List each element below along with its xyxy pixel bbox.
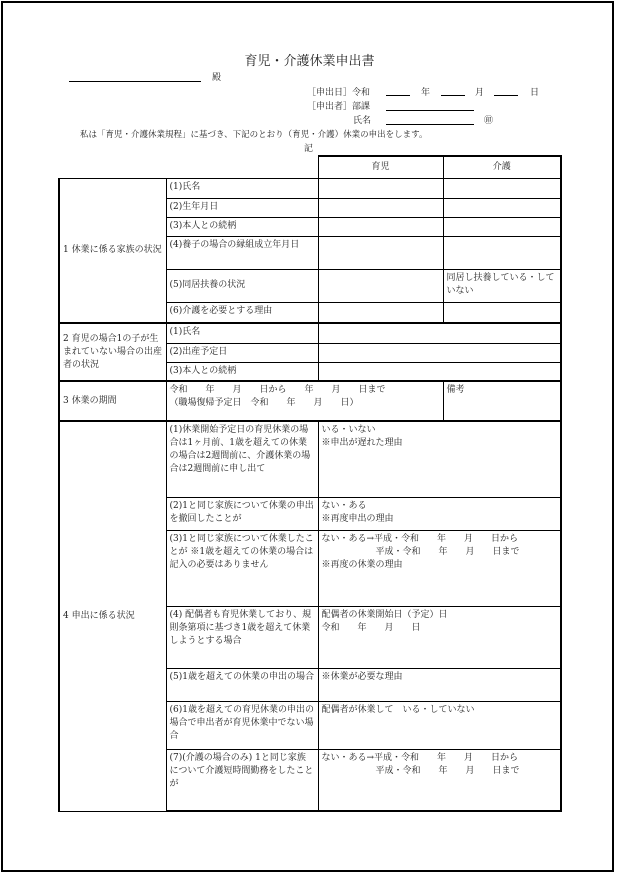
column-childcare: 育児 [318,156,443,178]
name-blank[interactable] [386,124,474,125]
sec4-answer[interactable] [318,668,561,701]
sec2-row: (1)氏名 [166,323,318,343]
addressee-suffix: 殿 [212,73,222,83]
sec4-answer-line: ※休業が必要な理由 [321,671,403,682]
sec1-nursing-cell[interactable] [443,198,561,217]
sec4-label: 4 申出に係る状況 [59,421,166,811]
sec1-row: (3)本人との続柄 [166,217,318,236]
sec4-answer-line[interactable]: 令和 年 月 日 [321,622,421,633]
sec4-answer[interactable] [318,530,561,606]
document-title: 育児・介護休業申出書 [244,54,375,69]
year-blank[interactable] [386,95,410,96]
day-blank[interactable] [494,95,518,96]
sec1-row: (6)介護を必要とする理由 [166,302,318,323]
sec1-label: 1 休業に係る家族の状況 [59,178,166,323]
sec4-question: (6)1歳を超えての育児休業の申出の場合で申出者が育児休業中でない場合 [166,701,318,749]
sec2-value-cell[interactable] [318,362,561,381]
sec4-question: (1)休業開始予定日の育児休業の場合は1ヶ月前、1歳を超えての休業の場合は2週間前に、介護休業の場合は2週間前に申し出て [166,421,318,497]
sec1-nursing-cell[interactable] [443,236,561,269]
sec4-answer-line: ※再度の休業の理由 [321,559,403,570]
sec4-answer-line[interactable]: 配偶者が休業して いる・していない [321,704,475,715]
applicant-label: ［申出者］部課 [307,102,371,112]
sec1-childcare-cell[interactable] [318,217,443,236]
sec4-answer-line[interactable]: 平成・令和 年 月 日まで [321,546,520,557]
sec4-answer-line[interactable]: いる・いない [321,425,376,435]
sec1-row: (1)氏名 [166,178,318,198]
sec4-answer-line: 配偶者の休業開始日（予定）日 [321,609,448,620]
apply-date-label: ［申出日］令和 [307,88,371,98]
month-blank[interactable] [441,95,465,96]
sec2-value-cell[interactable] [318,343,561,362]
remarks-cell[interactable]: 備考 [443,381,561,421]
leave-period-line: 令和 年 月 日から 年 月 日まで [169,385,386,395]
sec4-answer[interactable] [318,701,561,749]
sec1-row: (2)生年月日 [166,198,318,217]
sec1-nursing-cell[interactable] [443,302,561,323]
sec4-question: (7)(介護の場合のみ) 1と同じ家族について介護短時間勤務をしたことが [166,749,318,811]
sec2-value-cell[interactable] [318,323,561,343]
sec4-answer-line[interactable]: ない・ある→平成・令和 年 月 日から [321,533,519,544]
sec4-question: (4) 配偶者も育児休業しており、規則条第項に基づき1歳を超えて休業しようとする場合 [166,606,318,668]
year-label: 年 [421,88,431,98]
sec1-childcare-cell[interactable] [318,236,443,269]
sec4-answer[interactable] [318,421,561,497]
sec1-nursing-cell[interactable] [443,178,561,198]
sec4-answer[interactable] [318,497,561,530]
sec4-answer-line[interactable]: ない・ある→平成・令和 年 月 日から [321,752,519,763]
leave-period-cell[interactable] [166,381,443,421]
sec4-question: (2)1と同じ家族について休業の申出を撤回したことが [166,497,318,530]
cohabit-status[interactable]: 同居し扶養している・していない [443,269,561,302]
sec4-question: (3)1と同じ家族について休業したことが ※1歳を超えての休業の場合は記入の必要はありません [166,530,318,606]
sec4-answer-line: ※再度申出の理由 [321,513,394,524]
return-date-line: （職場復帰予定日 令和 年 月 日） [169,398,359,408]
sec1-childcare-cell[interactable] [318,302,443,323]
ki-mark: 記 [304,144,314,154]
addressee-blank[interactable] [69,81,201,82]
day-label: 日 [530,88,540,98]
sec2-label: 2 育児の場合1の子が生まれていない場合の出産者の状況 [59,323,166,381]
sec3-label: 3 休業の期間 [59,381,166,421]
sec1-childcare-cell[interactable] [318,178,443,198]
application-form-table [58,155,562,812]
department-blank[interactable] [386,110,474,111]
month-label: 月 [475,88,485,98]
sec4-answer-line[interactable]: ない・ある [321,500,367,511]
name-label: 氏名 [353,116,372,126]
sec4-answer-line: ※申出が遅れた理由 [321,438,403,448]
header-blank [59,156,318,178]
sec4-question: (5)1歳を超えての休業の申出の場合 [166,668,318,701]
sec1-row: (5)同居扶養の状況 [166,269,318,302]
seal-mark: ㊞ [484,116,494,126]
sec2-row: (3)本人との続柄 [166,362,318,381]
sec1-childcare-cell[interactable] [318,198,443,217]
intro-text: 私は「育児・介護休業規程」に基づき、下記のとおり（育児・介護）休業の申出をします。 [80,130,428,140]
sec4-answer[interactable] [318,606,561,668]
sec1-childcare-cell[interactable] [318,269,443,302]
column-nursing: 介護 [443,156,561,178]
sec2-row: (2)出産予定日 [166,343,318,362]
sec4-answer[interactable] [318,749,561,811]
sec1-row: (4)養子の場合の縁組成立年月日 [166,236,318,269]
sec4-answer-line[interactable]: 平成・令和 年 月 日まで [321,765,520,776]
sec1-nursing-cell[interactable] [443,217,561,236]
